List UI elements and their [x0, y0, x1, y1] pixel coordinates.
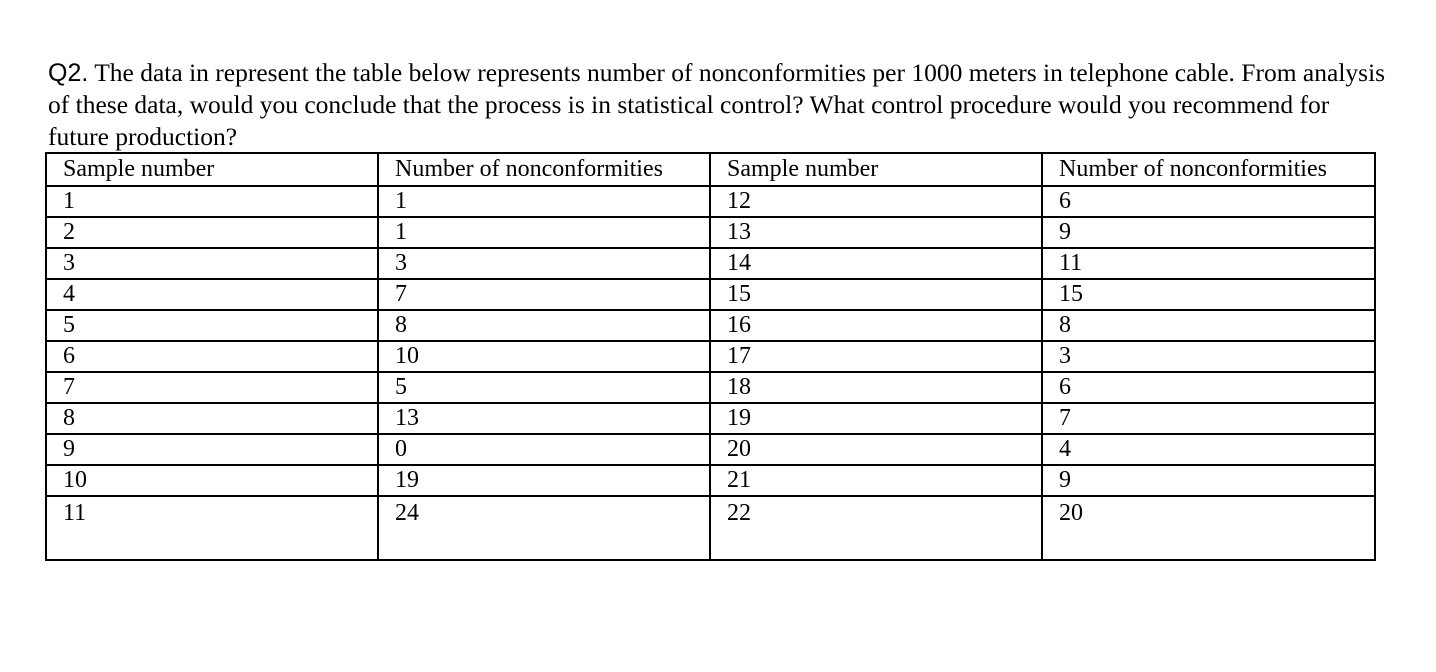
question-text: [48, 57, 1388, 153]
question-label: Q2.: [48, 59, 89, 87]
cell-nonconformities: 20: [1042, 496, 1375, 560]
table-row: [46, 310, 1375, 341]
table-body: [46, 186, 1375, 560]
table-row: [46, 465, 1375, 496]
cell-sample-number: 8: [46, 403, 378, 434]
cell-nonconformities: 1: [378, 217, 710, 248]
cell-nonconformities: 9: [1042, 465, 1375, 496]
cell-sample-number: 12: [710, 186, 1042, 217]
cell-sample-number: 3: [46, 248, 378, 279]
cell-sample-number: 13: [710, 217, 1042, 248]
cell-sample-number: 15: [710, 279, 1042, 310]
cell-nonconformities: 4: [1042, 434, 1375, 465]
table-row: [46, 341, 1375, 372]
cell-nonconformities: 1: [378, 186, 710, 217]
cell-nonconformities: 19: [378, 465, 710, 496]
cell-nonconformities: 3: [1042, 341, 1375, 372]
cell-nonconformities: 0: [378, 434, 710, 465]
cell-nonconformities: 6: [1042, 186, 1375, 217]
cell-sample-number: 21: [710, 465, 1042, 496]
cell-sample-number: 14: [710, 248, 1042, 279]
cell-sample-number: 6: [46, 341, 378, 372]
cell-sample-number: 11: [46, 496, 378, 560]
table-row: [46, 496, 1375, 560]
table-header-row: [46, 153, 1375, 186]
cell-nonconformities: 9: [1042, 217, 1375, 248]
cell-nonconformities: 3: [378, 248, 710, 279]
cell-nonconformities: 11: [1042, 248, 1375, 279]
header-sample-number-2: Sample number: [710, 153, 1042, 186]
cell-sample-number: 7: [46, 372, 378, 403]
cell-sample-number: 5: [46, 310, 378, 341]
cell-nonconformities: 15: [1042, 279, 1375, 310]
header-sample-number-1: Sample number: [46, 153, 378, 186]
cell-nonconformities: 24: [378, 496, 710, 560]
cell-nonconformities: 8: [378, 310, 710, 341]
table-row: [46, 403, 1375, 434]
cell-sample-number: 16: [710, 310, 1042, 341]
question-body: The data in represent the table below represents number of nonconformities per 1000 meters in telephone cable. From analysis of these data, would you conclude that the process is in statistical control? What control procedure would you recommend for future production?: [48, 58, 1386, 151]
data-table: [45, 152, 1376, 561]
cell-sample-number: 9: [46, 434, 378, 465]
cell-nonconformities: 8: [1042, 310, 1375, 341]
table-row: [46, 372, 1375, 403]
header-nonconformities-2: Number of nonconformities: [1042, 153, 1375, 186]
cell-sample-number: 22: [710, 496, 1042, 560]
cell-sample-number: 1: [46, 186, 378, 217]
table-row: [46, 279, 1375, 310]
cell-sample-number: 18: [710, 372, 1042, 403]
header-nonconformities-1: Number of nonconformities: [378, 153, 710, 186]
cell-sample-number: 10: [46, 465, 378, 496]
table-row: [46, 217, 1375, 248]
table-row: [46, 186, 1375, 217]
cell-nonconformities: 5: [378, 372, 710, 403]
table-row: [46, 248, 1375, 279]
cell-sample-number: 19: [710, 403, 1042, 434]
cell-nonconformities: 6: [1042, 372, 1375, 403]
cell-sample-number: 20: [710, 434, 1042, 465]
cell-sample-number: 17: [710, 341, 1042, 372]
table-row: [46, 434, 1375, 465]
cell-nonconformities: 10: [378, 341, 710, 372]
cell-nonconformities: 7: [378, 279, 710, 310]
cell-sample-number: 4: [46, 279, 378, 310]
cell-sample-number: 2: [46, 217, 378, 248]
cell-nonconformities: 13: [378, 403, 710, 434]
cell-nonconformities: 7: [1042, 403, 1375, 434]
